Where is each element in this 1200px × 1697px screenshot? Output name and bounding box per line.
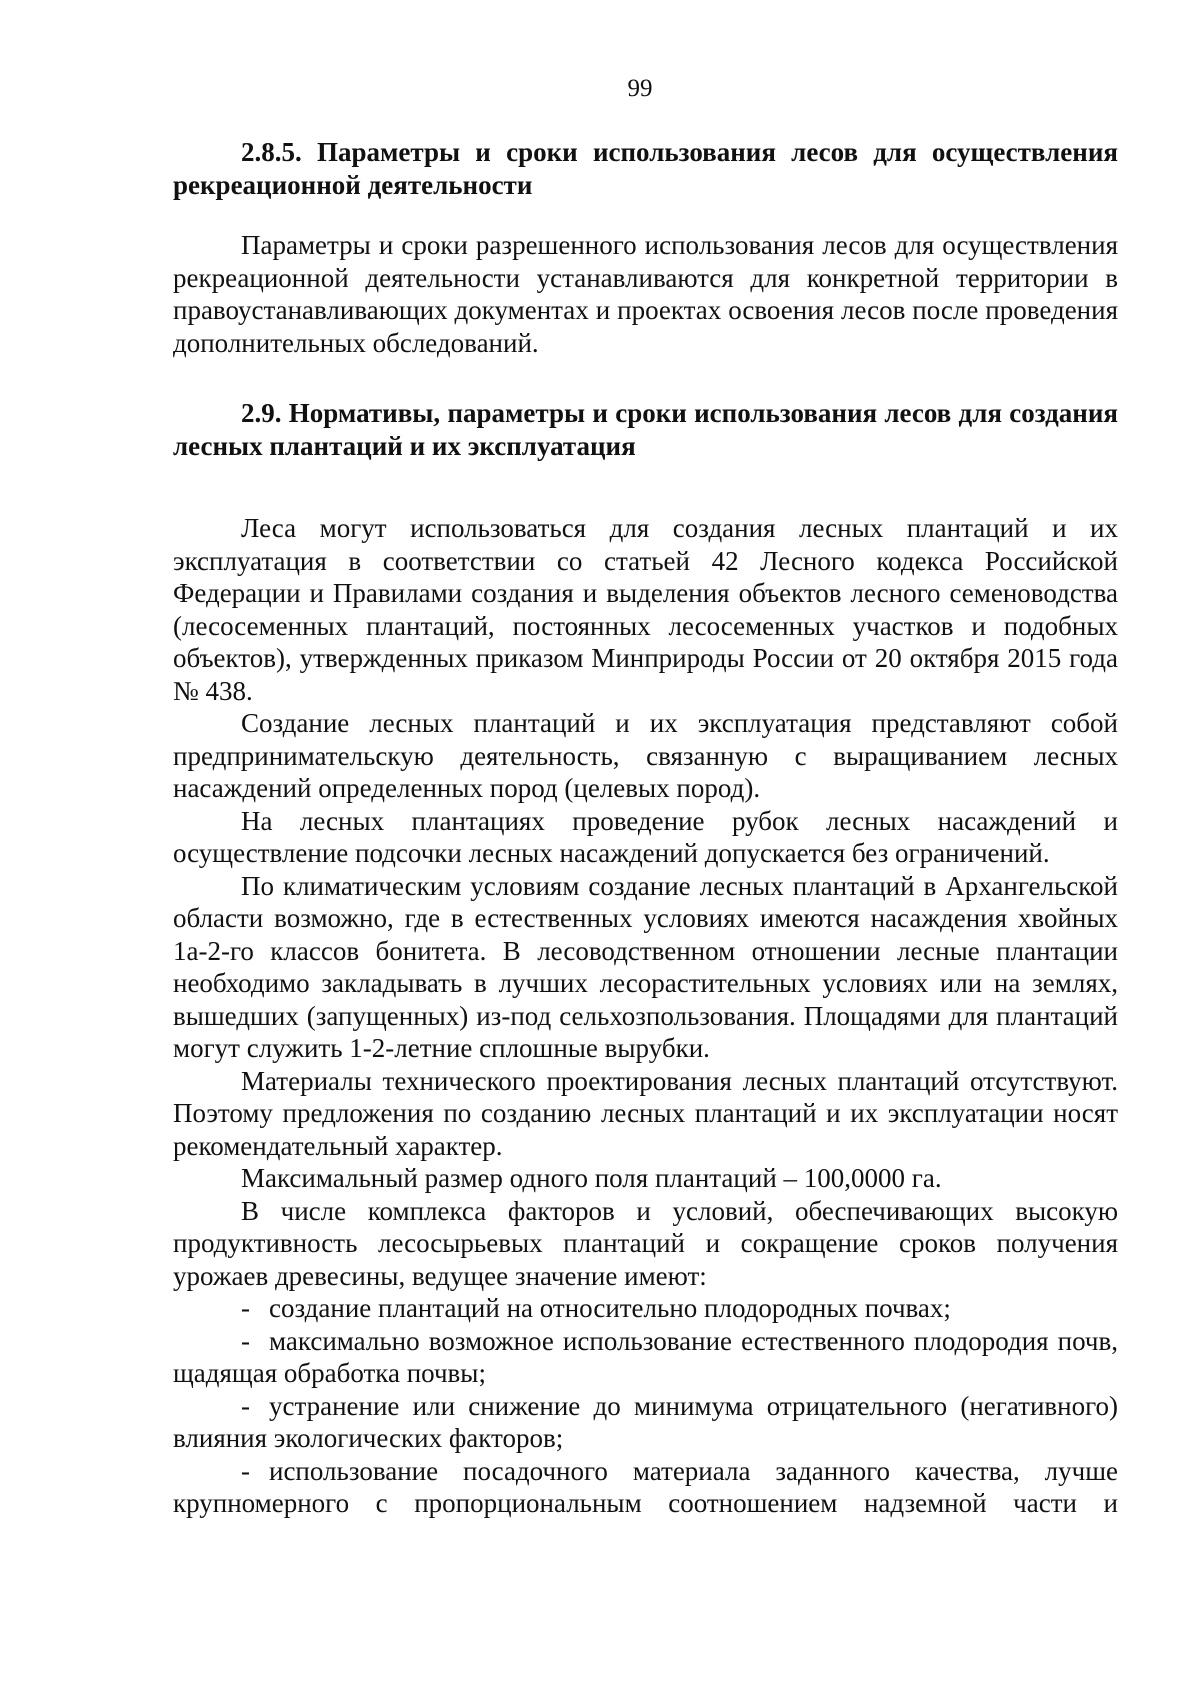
list-item-text: создание плантаций на относительно плодородных почвах; — [269, 1293, 951, 1323]
page-number: 99 — [627, 75, 653, 102]
paragraph-plantation-factors: В числе комплекса факторов и условий, обеспечивающих высокую продуктивность лесосырьевых плантаций и сокращение сроков получения урожаев древесины, ведущее значение имеют: — [173, 1195, 1118, 1291]
paragraph-plantation-max-size: Максимальный размер одного поля плантаций – 100,0000 га. — [241, 1163, 942, 1193]
list-marker: - — [241, 1293, 250, 1323]
paragraph-plantation-climate: По климатическим условиям создание лесных плантаций в Архангельской области возможно, где в естественных условиях имеются насаждения хвойных 1а-2-го классов бонитета. В лесоводственном отношении лесные плантации необходимо закладывать в лучших лесорастительных условиях или на землях, вышедших (запущенных) из-под сельхозпользования. Площадями для плантаций могут служить 1-2-летние сплошные вырубки. — [173, 870, 1118, 1063]
list-marker: - — [241, 1325, 250, 1356]
list-marker: - — [241, 1390, 250, 1421]
list-item — [173, 1455, 1118, 1520]
section-heading-2-8-5: 2.8.5. Параметры и сроки использования лесов для осуществления рекреационной деятельности — [173, 137, 1118, 200]
list-item-text: устранение или снижение до минимума отрицательного (негативного) влияния экологических факторов; — [173, 1390, 1118, 1453]
list-marker: - — [241, 1455, 250, 1486]
list-item — [173, 1390, 1118, 1455]
paragraph-plantation-design-materials: Материалы технического проектирования лесных плантаций отсутствуют. Поэтому предложения по созданию лесных плантаций и их эксплуатации носят рекомендательный характер. — [173, 1065, 1118, 1161]
list-item — [173, 1325, 1118, 1390]
page-content — [173, 136, 1118, 1520]
paragraph-plantation-business: Создание лесных плантаций и их эксплуатация представляют собой предпринимательскую деятельность, связанную с выращиванием лесных насаждений определенных пород (целевых пород). — [173, 708, 1118, 803]
paragraph-recreation-parameters: Параметры и сроки разрешенного использования лесов для осуществления рекреационной деятельности устанавливаются для конкретной территории в правоустанавливающих документах и проектах освоения лесов после проведения дополнительных обследований. — [173, 230, 1118, 358]
section-heading-2-9: 2.9. Нормативы, параметры и сроки использования лесов для создания лесных плантаций и их эксплуатация — [173, 398, 1118, 461]
paragraph-plantation-felling: На лесных плантациях проведение рубок лесных насаждений и осуществление подсочки лесных насаждений допускается без ограничений. — [173, 805, 1118, 868]
list-item-text: использование посадочного материала заданного качества, лучше крупномерного с пропорциональным соотношением надземной части и — [173, 1455, 1118, 1518]
paragraph-plantation-legal-basis: Леса могут использоваться для создания лесных плантаций и их эксплуатация в соответствии со статьей 42 Лесного кодекса Российской Федерации и Правилами создания и выделения объектов лесного семеноводства (лесосеменных плантаций, постоянных лесосеменных участков и подобных объектов), утвержденных приказом Минприроды России от 20 октября 2015 года № 438. — [173, 513, 1118, 706]
list-item-text: максимально возможное использование естественного плодородия почв, щадящая обработка почвы; — [173, 1325, 1118, 1388]
list-item — [173, 1292, 1118, 1325]
